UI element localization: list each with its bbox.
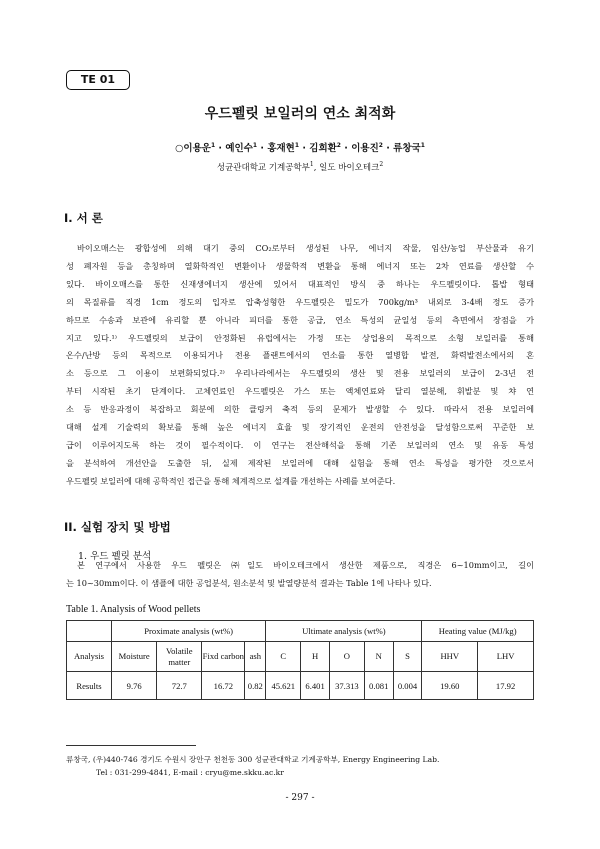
table-cell: 9.76 bbox=[112, 672, 157, 700]
table-cell: 17.92 bbox=[478, 672, 534, 700]
table-header: N bbox=[364, 642, 393, 672]
table-header: Moisture bbox=[112, 642, 157, 672]
affil-mark: 2 bbox=[379, 161, 384, 169]
author: 이용진 bbox=[351, 143, 379, 154]
affil-mark: 1 bbox=[309, 161, 314, 169]
table-header: S bbox=[393, 642, 422, 672]
table-group-header: Heating value (MJ/kg) bbox=[422, 621, 534, 642]
text-line: 의 목질류를 직경 1cm 정도의 입자로 압축성형한 우드펠릿은 밀도가 700kg/m³ 내외로 3-4배 정도 증가 bbox=[66, 296, 534, 307]
table-header: LHV bbox=[478, 642, 534, 672]
table-header: HHV bbox=[422, 642, 478, 672]
table-cell: Results bbox=[67, 672, 112, 700]
method-paragraph bbox=[66, 557, 534, 593]
text-line: 우드펠릿 보일러에 대해 공학적인 접근을 통해 체계적으로 설계를 개선하는 사례를 보여준다. bbox=[66, 475, 396, 486]
author: 김희환 bbox=[309, 143, 337, 154]
text-line: 지고 있다.¹⁾ 우드펠릿의 보급이 안정화된 유럽에서는 가정 또는 상업용의 목적으로 소형 보일러를 통해 bbox=[66, 332, 534, 343]
table-caption: Table 1. Analysis of Wood pellets bbox=[66, 604, 201, 615]
table-cell: 0.004 bbox=[393, 672, 422, 700]
author-sep: · bbox=[299, 143, 310, 154]
table-header: H bbox=[301, 642, 330, 672]
table-header: C bbox=[266, 642, 301, 672]
author-affil-mark: 1 bbox=[294, 141, 300, 149]
affiliation bbox=[0, 161, 600, 173]
author-affil-mark: 1 bbox=[252, 141, 258, 149]
table-header: Volatile matter bbox=[157, 642, 202, 672]
author: 홍재현 bbox=[267, 143, 295, 154]
paper-title: 우드펠릿 보일러의 연소 최적화 bbox=[204, 106, 396, 122]
table-header: O bbox=[329, 642, 364, 672]
table-cell: 37.313 bbox=[329, 672, 364, 700]
author: 류창국 bbox=[393, 143, 421, 154]
text-line: 하므로 수송과 보관에 유리할 뿐 아니라 피더를 통한 공급, 연소 특성의 균일성 등의 측면에서 장점을 가 bbox=[66, 314, 534, 325]
section-heading-method: II. 실험 장치 및 방법 bbox=[64, 520, 171, 534]
text-line: 온수/난방 등의 목적으로 이용되거나 전용 플랜트에서의 연소를 통한 열병합 발전, 화력발전소에서의 혼 bbox=[66, 350, 534, 361]
table-group-header: Ultimate analysis (wt%) bbox=[266, 621, 422, 642]
text-line: 소 등으로 그 이용이 보편화되었다.²⁾ 우리나라에서는 우드펠릿의 생산 및 전용 보일러의 보급이 2-3년 전 bbox=[66, 368, 534, 379]
author: ○이용운 bbox=[175, 143, 211, 154]
author-sep: · bbox=[215, 143, 226, 154]
table-cell: 16.72 bbox=[202, 672, 245, 700]
table-row bbox=[67, 672, 534, 700]
table-cell: 6.401 bbox=[301, 672, 330, 700]
page-number: - 297 - bbox=[285, 793, 315, 803]
text-line: 는 10~30mm이다. 이 샘플에 대한 공업분석, 원소분석 및 발열량분석 결과는 Table 1에 나타나 있다. bbox=[66, 577, 432, 588]
intro-paragraph bbox=[66, 240, 534, 491]
footnote-rule bbox=[66, 745, 196, 746]
footnote-line: Tel : 031-299-4841, E-mail : cryu@me.skku.ac.kr bbox=[96, 768, 284, 777]
table-cell: 72.7 bbox=[157, 672, 202, 700]
table-header: ash bbox=[245, 642, 266, 672]
text-line: 성 폐자원 등을 총칭하며 열화학적인 변환이나 생물학적 변환을 통해 에너지 또는 2차 연료를 생산할 수 bbox=[66, 260, 534, 271]
author-affil-mark: 2 bbox=[336, 141, 341, 149]
table-header: Fixd carbon bbox=[202, 642, 245, 672]
affiliation-1: 성균관대학교 기계공학부 bbox=[216, 163, 310, 173]
footnote-line: 류창국, (우)440-746 경기도 수원시 장안구 천천동 300 성균관대학교 기계공학부, Energy Engineering Lab. bbox=[66, 755, 440, 764]
session-tag: TE 01 bbox=[66, 70, 130, 90]
table-group-header: Proximate analysis (wt%) bbox=[112, 621, 266, 642]
table-header: Analysis bbox=[67, 642, 112, 672]
author: 예인수 bbox=[225, 143, 253, 154]
analysis-table bbox=[66, 620, 534, 700]
table-cell: 45.621 bbox=[266, 672, 301, 700]
text-line: 대해 설계 기술력의 확보를 통해 높은 에너지 효율 및 장기적인 운전의 안전성을 달성함으로써 꾸준한 보 bbox=[66, 422, 534, 433]
text-line: 을 분석하여 개선안을 도출한 뒤, 실제 제작된 보일러에 대해 실험을 통해 연소 특성을 평가한 것으로서 bbox=[66, 457, 534, 468]
affiliation-2: , 일도 바이오테크 bbox=[313, 163, 380, 173]
text-line: 부터 시작된 초기 단계이다. 고체연료인 우드펠릿은 가스 또는 액체연료와 달리 열분해, 휘발분 및 챠 연 bbox=[66, 386, 534, 397]
text-line: 본 연구에서 사용한 우드 펠릿은 ㈜일도 바이오테크에서 생산한 제품으로, 직경은 6~10mm이고, 길이 bbox=[77, 560, 534, 570]
author-affil-mark: 1 bbox=[420, 141, 425, 149]
table-cell: 0.081 bbox=[364, 672, 393, 700]
author-sep: · bbox=[382, 143, 394, 154]
text-line: 소 등 반응과정이 복잡하고 회분에 의한 클링커 축적 등의 문제가 발생할 수 있다. 따라서 전용 보일러에 bbox=[66, 404, 534, 415]
table-group-header-row bbox=[67, 621, 534, 642]
author-affil-mark: 2 bbox=[378, 141, 383, 149]
subsection-heading: 1. 우드 펠릿 분석 bbox=[78, 551, 152, 562]
author-list bbox=[0, 140, 600, 154]
table-cell: 0.82 bbox=[245, 672, 266, 700]
author-sep: · bbox=[257, 143, 268, 154]
text-line: 있다. 바이오매스를 통한 신재생에너지 생산에 있어서 대표적인 방식 중 하나는 우드펠릿이다. 톱밥 형태 bbox=[66, 278, 534, 289]
table-cell: 19.60 bbox=[422, 672, 478, 700]
author-sep: · bbox=[340, 143, 352, 154]
author-affil-mark: 1 bbox=[210, 141, 216, 149]
text-line: 바이오매스는 광합성에 의해 대기 중의 CO₂로부터 생성된 나무, 에너지 작물, 임산/농업 부산물과 유기 bbox=[77, 243, 534, 253]
section-heading-intro: I. 서 론 bbox=[64, 211, 103, 225]
table-cell-blank bbox=[67, 621, 112, 642]
text-line: 급이 이루어지도록 하는 것이 필수적이다. 이 연구는 전산해석을 통해 기존 보일러의 연소 및 유동 특성 bbox=[66, 439, 534, 450]
table-header-row bbox=[67, 642, 534, 672]
